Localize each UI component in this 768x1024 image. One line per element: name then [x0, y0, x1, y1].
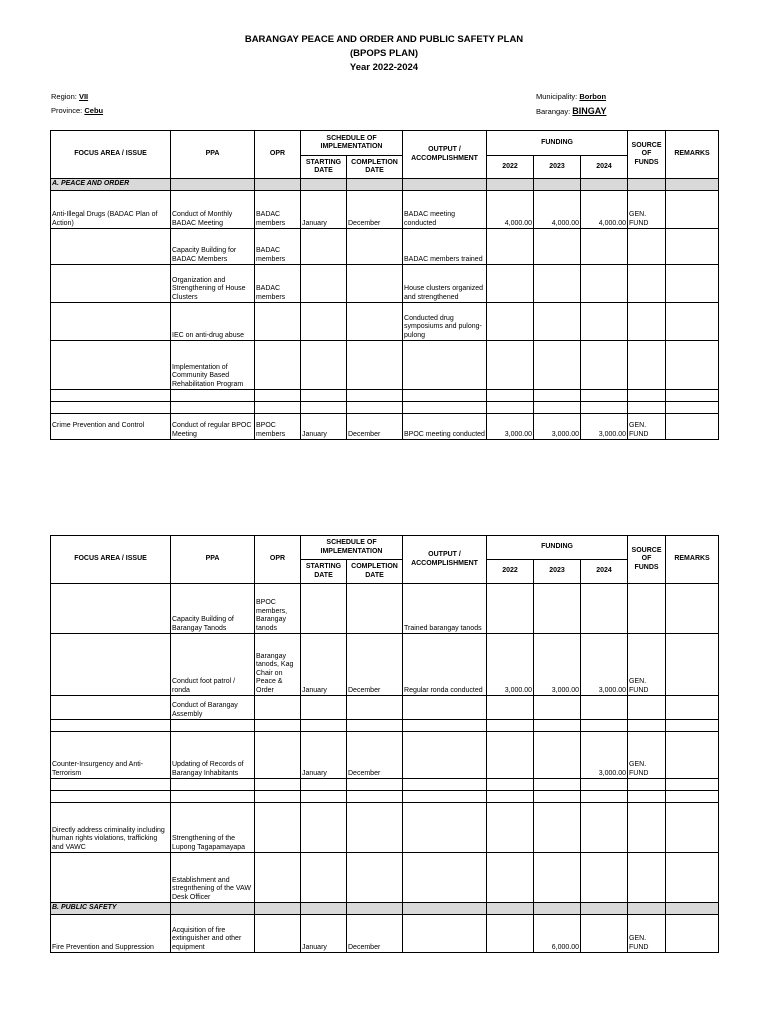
start-cell [301, 696, 347, 720]
section-row [51, 903, 719, 915]
start-cell [301, 803, 347, 853]
ppa-cell: Conduct of Barangay Assembly [171, 696, 255, 720]
output-cell [403, 732, 487, 779]
ppa-cell: IEC on anti-drug abuse [171, 303, 255, 341]
fund-2022-cell [487, 696, 534, 720]
fund-2023-cell [534, 696, 581, 720]
plan-title: BARANGAY PEACE AND ORDER AND PUBLIC SAFETY PLAN [244, 34, 524, 45]
fund-2024-cell: 3,000.00 [581, 732, 628, 779]
col-opr: OPR [255, 536, 301, 584]
focus-cell [51, 853, 171, 903]
table-row [51, 191, 719, 229]
table-row [51, 853, 719, 903]
opr-cell [255, 341, 301, 390]
start-cell [301, 853, 347, 903]
output-cell: Conducted drug symposiums and pulong-pulong [403, 303, 487, 341]
plan-year: Year 2022-2024 [349, 62, 419, 73]
remarks-cell [666, 584, 719, 634]
source-cell [628, 303, 666, 341]
remarks-cell [666, 915, 719, 953]
table-row [51, 265, 719, 303]
focus-cell [51, 341, 171, 390]
fund-2024-cell [581, 915, 628, 953]
remarks-cell [666, 229, 719, 265]
start-cell: January [301, 634, 347, 696]
output-cell: BADAC members trained [403, 229, 487, 265]
municipality-value: Borbon [579, 92, 607, 101]
end-cell [347, 265, 403, 303]
ppa-cell: Updating of Records of Barangay Inhabitants [171, 732, 255, 779]
col-schedule: SCHEDULE OF IMPLEMENTATION [301, 131, 403, 156]
province-value: Cebu [84, 106, 104, 115]
start-cell: January [301, 915, 347, 953]
fund-2023-cell [534, 732, 581, 779]
fund-2024-cell [581, 341, 628, 390]
source-cell [628, 803, 666, 853]
output-cell [403, 803, 487, 853]
source-cell: GEN. FUND [628, 191, 666, 229]
fund-2022-cell [487, 853, 534, 903]
table-row [51, 634, 719, 696]
fund-2023-cell [534, 853, 581, 903]
fund-2023-cell: 3,000.00 [534, 414, 581, 440]
col-2023: 2023 [534, 560, 581, 584]
province-field [51, 106, 103, 116]
opr-cell [255, 303, 301, 341]
ppa-cell: Establishment and stregnthening of the VAW Desk Officer [171, 853, 255, 903]
fund-2022-cell [487, 732, 534, 779]
start-cell: January [301, 191, 347, 229]
col-2024: 2024 [581, 156, 628, 179]
col-output: OUTPUT / ACCOMPLISHMENT [403, 131, 487, 179]
end-cell [347, 696, 403, 720]
focus-cell [51, 584, 171, 634]
ppa-cell: Strengthening of the Lupong Tagapamayapa [171, 803, 255, 853]
fund-2024-cell [581, 303, 628, 341]
col-output: OUTPUT / ACCOMPLISHMENT [403, 536, 487, 584]
opr-cell: BPOC members [255, 414, 301, 440]
end-cell [347, 584, 403, 634]
focus-cell [51, 696, 171, 720]
fund-2024-cell [581, 853, 628, 903]
col-starting: STARTING DATE [301, 560, 347, 584]
fund-2023-cell: 6,000.00 [534, 915, 581, 953]
table-row [51, 341, 719, 390]
fund-2023-cell: 3,000.00 [534, 634, 581, 696]
fund-2022-cell [487, 341, 534, 390]
source-cell [628, 229, 666, 265]
opr-cell: Barangay tanods, Kag Chair on Peace & Order [255, 634, 301, 696]
source-cell: GEN. FUND [628, 732, 666, 779]
focus-cell [51, 229, 171, 265]
start-cell [301, 303, 347, 341]
col-opr: OPR [255, 131, 301, 179]
end-cell: December [347, 634, 403, 696]
col-ppa: PPA [171, 131, 255, 179]
header-row [51, 131, 719, 156]
table-row-blank [51, 779, 719, 791]
fund-2022-cell [487, 229, 534, 265]
remarks-cell [666, 803, 719, 853]
col-2024: 2024 [581, 560, 628, 584]
focus-cell: Anti-Illegal Drugs (BADAC Plan of Action) [51, 191, 171, 229]
barangay-value: BINGAY [572, 106, 607, 116]
table-row [51, 803, 719, 853]
ppa-cell: Capacity Building of Barangay Tanods [171, 584, 255, 634]
output-cell: BPOC meeting conducted [403, 414, 487, 440]
table-row [51, 915, 719, 953]
remarks-cell [666, 303, 719, 341]
header-row [51, 536, 719, 560]
end-cell: December [347, 732, 403, 779]
source-cell [628, 341, 666, 390]
opr-cell [255, 915, 301, 953]
end-cell [347, 853, 403, 903]
opr-cell: BPOC members, Barangay tanods [255, 584, 301, 634]
fund-2023-cell [534, 341, 581, 390]
ppa-cell: Organization and Strengthening of House Clusters [171, 265, 255, 303]
output-cell: Regular ronda conducted [403, 634, 487, 696]
focus-cell [51, 303, 171, 341]
focus-cell: Crime Prevention and Control [51, 414, 171, 440]
col-2022: 2022 [487, 156, 534, 179]
barangay-field [536, 106, 606, 117]
fund-2024-cell: 3,000.00 [581, 634, 628, 696]
fund-2023-cell [534, 303, 581, 341]
ppa-cell: Acquisition of fire extinguisher and other equipment [171, 915, 255, 953]
col-focus: FOCUS AREA / ISSUE [51, 131, 171, 179]
opr-cell: BADAC members [255, 265, 301, 303]
output-cell: Trained barangay tanods [403, 584, 487, 634]
output-cell [403, 853, 487, 903]
fund-2022-cell [487, 915, 534, 953]
col-starting: STARTING DATE [301, 156, 347, 179]
output-cell [403, 341, 487, 390]
fund-2024-cell [581, 265, 628, 303]
end-cell: December [347, 414, 403, 440]
end-cell [347, 229, 403, 265]
ppa-cell: Conduct foot patrol / ronda [171, 634, 255, 696]
table-row [51, 414, 719, 440]
start-cell [301, 341, 347, 390]
remarks-cell [666, 341, 719, 390]
focus-cell: Counter-Insurgency and Anti-Terrorism [51, 732, 171, 779]
opr-cell: BADAC members [255, 229, 301, 265]
table-row [51, 584, 719, 634]
remarks-cell [666, 414, 719, 440]
col-2023: 2023 [534, 156, 581, 179]
source-cell [628, 584, 666, 634]
focus-cell: Fire Prevention and Suppression [51, 915, 171, 953]
fund-2023-cell [534, 803, 581, 853]
table-row [51, 732, 719, 779]
opr-cell [255, 803, 301, 853]
start-cell: January [301, 732, 347, 779]
output-cell: House clusters organized and strengthened [403, 265, 487, 303]
focus-cell [51, 634, 171, 696]
col-source: SOURCE OF FUNDS [628, 131, 666, 179]
fund-2022-cell: 4,000.00 [487, 191, 534, 229]
end-cell [347, 341, 403, 390]
remarks-cell [666, 634, 719, 696]
output-cell [403, 696, 487, 720]
source-cell: GEN. FUND [628, 915, 666, 953]
end-cell [347, 803, 403, 853]
end-cell: December [347, 915, 403, 953]
output-cell [403, 915, 487, 953]
source-cell: GEN. FUND [628, 414, 666, 440]
col-funding: FUNDING [487, 536, 628, 560]
col-funding: FUNDING [487, 131, 628, 156]
province-label: Province: [51, 106, 83, 115]
remarks-cell [666, 265, 719, 303]
fund-2022-cell [487, 584, 534, 634]
fund-2022-cell [487, 265, 534, 303]
fund-2022-cell: 3,000.00 [487, 634, 534, 696]
fund-2024-cell [581, 229, 628, 265]
region-value: VII [78, 92, 89, 101]
col-schedule: SCHEDULE OF IMPLEMENTATION [301, 536, 403, 560]
table-row [51, 229, 719, 265]
fund-2023-cell [534, 229, 581, 265]
municipality-label: Municipality: [536, 92, 578, 101]
table-row-blank [51, 791, 719, 803]
plan-table-page-2 [50, 535, 719, 953]
section-label: A. PEACE AND ORDER [51, 179, 171, 191]
table-row [51, 696, 719, 720]
opr-cell [255, 853, 301, 903]
opr-cell [255, 732, 301, 779]
fund-2023-cell [534, 584, 581, 634]
fund-2024-cell: 4,000.00 [581, 191, 628, 229]
col-remarks: REMARKS [666, 131, 719, 179]
region-field [51, 92, 88, 102]
focus-cell: Directly address criminality including human rights violations, trafficking and VAWC [51, 803, 171, 853]
fund-2024-cell: 3,000.00 [581, 414, 628, 440]
focus-cell [51, 265, 171, 303]
remarks-cell [666, 696, 719, 720]
fund-2024-cell [581, 584, 628, 634]
table-row-blank [51, 390, 719, 402]
fund-2023-cell: 4,000.00 [534, 191, 581, 229]
remarks-cell [666, 191, 719, 229]
col-completion: COMPLETION DATE [347, 156, 403, 179]
ppa-cell: Capacity Building for BADAC Members [171, 229, 255, 265]
source-cell: GEN. FUND [628, 634, 666, 696]
col-completion: COMPLETION DATE [347, 560, 403, 584]
fund-2022-cell [487, 303, 534, 341]
section-label: B. PUBLIC SAFETY [51, 903, 171, 915]
remarks-cell [666, 732, 719, 779]
col-2022: 2022 [487, 560, 534, 584]
fund-2022-cell: 3,000.00 [487, 414, 534, 440]
municipality-field [536, 92, 606, 102]
col-remarks: REMARKS [666, 536, 719, 584]
region-label: Region: [51, 92, 77, 101]
table-row-blank [51, 720, 719, 732]
ppa-cell: Conduct of Monthly BADAC Meeting [171, 191, 255, 229]
ppa-cell: Implementation of Community Based Rehabilitation Program [171, 341, 255, 390]
opr-cell [255, 696, 301, 720]
col-focus: FOCUS AREA / ISSUE [51, 536, 171, 584]
source-cell [628, 853, 666, 903]
table-row-blank [51, 402, 719, 414]
fund-2022-cell [487, 803, 534, 853]
fund-2024-cell [581, 696, 628, 720]
output-cell: BADAC meeting conducted [403, 191, 487, 229]
end-cell [347, 303, 403, 341]
remarks-cell [666, 853, 719, 903]
start-cell [301, 584, 347, 634]
start-cell: January [301, 414, 347, 440]
opr-cell: BADAC members [255, 191, 301, 229]
end-cell: December [347, 191, 403, 229]
fund-2023-cell [534, 265, 581, 303]
ppa-cell: Conduct of regular BPOC Meeting [171, 414, 255, 440]
fund-2024-cell [581, 803, 628, 853]
start-cell [301, 229, 347, 265]
source-cell [628, 265, 666, 303]
section-row [51, 179, 719, 191]
col-source: SOURCE OF FUNDS [628, 536, 666, 584]
plan-subtitle: (BPOPS PLAN) [349, 48, 419, 59]
start-cell [301, 265, 347, 303]
plan-table-page-1 [50, 130, 719, 440]
barangay-label: Barangay: [536, 107, 571, 116]
source-cell [628, 696, 666, 720]
table-row [51, 303, 719, 341]
col-ppa: PPA [171, 536, 255, 584]
